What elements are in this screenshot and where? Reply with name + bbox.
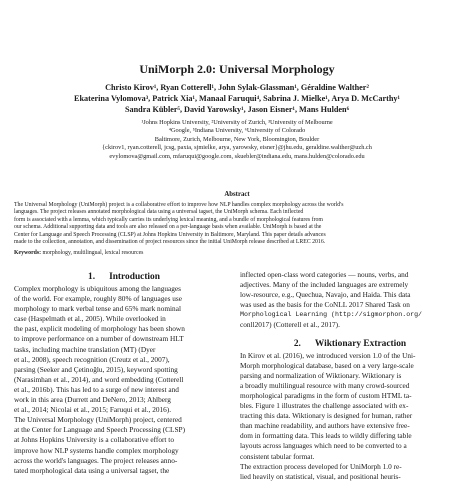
body-line: bles. Figure 1 illustrates the challenge associated with ex- bbox=[240, 401, 409, 411]
body-line: low-resource, e.g., Quechua, Navajo, and Haida. This data bbox=[240, 290, 411, 300]
abstract-line: our schema. Additional supporting data and tools are also released on a per-language basis when available. UniMorph is based at the bbox=[14, 224, 322, 231]
abstract-heading: Abstract bbox=[224, 191, 250, 198]
abstract-line: languages. The project releases annotated morphological data using a universal tagset, the UniMorph schema. Each inflected bbox=[14, 209, 304, 216]
body-line: The Universal Morphology (UniMorph) project, centered bbox=[14, 415, 182, 425]
section-number: 1. bbox=[88, 272, 96, 282]
body-line: adjectives. Many of the included languages are extremely bbox=[240, 280, 409, 290]
email-line: {ckirov1, ryan.cotterell, jcsg, paxia, sjmielke, arya, yarowsky, eisner}@jhu.edu, geraldine.walther@uzh.ch bbox=[102, 144, 372, 152]
body-line: than machine readability, and authors have extensive free- bbox=[240, 421, 410, 431]
body-line: parsing and normalization of Wiktionary. Wiktionary is bbox=[240, 370, 402, 380]
body-line: was used as the basis for the CoNLL 2017 Shared Task on bbox=[240, 300, 410, 310]
body-line: et al., 2016b). This has led to a surge of new interest and bbox=[14, 384, 179, 394]
introduction-body bbox=[14, 284, 234, 476]
body-line: et al., 2014; Nicolai et al., 2015; Faruqui et al., 2016). bbox=[14, 405, 172, 415]
body-line: consistent tabular format. bbox=[240, 451, 315, 461]
section-heading-introduction bbox=[14, 270, 234, 284]
body-line: The extraction process developed for UniMorph 1.0 re- bbox=[240, 461, 402, 471]
body-line: layouts across languages which need to be converted to a bbox=[240, 441, 407, 451]
body-line: Complex morphology is ubiquitous among the languages bbox=[14, 284, 182, 293]
body-line: lied heavily on statistical, visual, and positional heuris- bbox=[240, 471, 401, 481]
introduction-continued bbox=[240, 270, 460, 331]
body-line: tasks, including machine translation (MT) (Dyer bbox=[14, 344, 156, 354]
email-line: evylomova@gmail.com, mfaruqui@google.com, skuebler@indiana.edu, mans.hulden@colorado.edu bbox=[109, 152, 365, 160]
affiliation-line: ¹Johns Hopkins University, ²University of Zurich, ³University of Melbourne bbox=[141, 119, 333, 126]
abstract-line: form is associated with a lemma, which typically carries its underlying lexical meaning, and a bundle of morphological features from bbox=[14, 216, 323, 223]
abstract-line: Center for Language and Speech Processing (CLSP) at Johns Hopkins University in Baltimore, Maryland. This paper details advances bbox=[14, 231, 326, 238]
body-line: Morph morphological database, based on a very large-scale bbox=[240, 360, 414, 370]
body-line: case (Haspelmath et al., 2005). While overlooked in bbox=[14, 314, 166, 324]
abstract-line: The Universal Morphology (UniMorph) project is a collaborative effort to improve how NLP handles complex morphology across the world's bbox=[14, 202, 344, 208]
affiliation-block bbox=[40, 119, 434, 161]
keywords-label: Keywords: bbox=[14, 250, 42, 256]
right-column bbox=[240, 270, 460, 482]
author-line: Sandra Kübler⁵, David Yarowsky¹, Jason Eisner¹, Mans Hulden⁶ bbox=[124, 105, 350, 114]
keywords-text: morphology, multilingual, lexical resources bbox=[41, 250, 144, 256]
body-line: In Kirov et al. (2016), we introduced version 1.0 of the Uni- bbox=[240, 350, 416, 360]
keywords-line bbox=[14, 250, 460, 256]
body-line: conll2017) (Cotterell et al., 2017). bbox=[240, 320, 340, 330]
author-list bbox=[60, 82, 414, 115]
body-line: parsing (Seeker and Çetinoğlu, 2015), keyword spotting bbox=[14, 364, 178, 374]
affiliation-line: ⁴Google, ⁵Indiana University, ⁶University of Colorado bbox=[168, 127, 306, 135]
wiktionary-body bbox=[240, 351, 460, 482]
section-title: Wiktionary Extraction bbox=[314, 338, 407, 349]
body-line: dom in formatting data. This leads to wildly differing table bbox=[240, 431, 412, 441]
body-line: across the world's languages. The project releases anno- bbox=[14, 455, 178, 465]
body-line: (Narasimhan et al., 2014), and word embedding (Cotterell bbox=[14, 374, 184, 384]
body-line: at Johns Hopkins University is a collaborative effort to bbox=[14, 435, 174, 445]
body-line: morphological paradigms in the form of custom HTML ta- bbox=[240, 390, 412, 400]
body-line: tracting this data. Wiktionary is designed for human, rather bbox=[240, 411, 413, 421]
url-line: Morphological Learning (http://sigmorphon.org/ bbox=[240, 311, 423, 319]
body-line: to improve performance on a number of downstream HLT bbox=[14, 334, 184, 344]
body-line: morphology to mark verbal tense and 65% mark nominal bbox=[14, 304, 181, 314]
section-heading-wiktionary bbox=[240, 337, 460, 351]
body-line: improve how NLP systems handle complex morphology bbox=[14, 445, 179, 455]
body-line: et al., 2008), speech recognition (Creutz et al., 2007), bbox=[14, 354, 170, 364]
body-line: tated morphological data using a universal tagset, the bbox=[14, 465, 170, 475]
body-line: the past, explicit modeling of morphology has been shown bbox=[14, 324, 185, 334]
body-line: of the world. For example, roughly 80% of languages use bbox=[14, 294, 182, 304]
body-line: at the Center for Language and Speech Processing (CLSP) bbox=[14, 425, 186, 435]
body-line: inflected open-class word categories — nouns, verbs, and bbox=[240, 270, 409, 279]
affiliation-line: Baltimore, Zurich, Melbourne, New York, Bloomington, Boulder bbox=[154, 135, 320, 143]
paper-title: UniMorph 2.0: Universal Morphology bbox=[139, 62, 335, 76]
abstract-line: made to the collection, annotation, and dissemination of project resources since the initial UniMorph release described at LREC 2016. bbox=[14, 239, 326, 246]
author-line: Christo Kirov¹, Ryan Cotterell¹, John Sylak-Glassman¹, Géraldine Walther² bbox=[105, 83, 369, 92]
body-line: work in this area (Durrett and DeNero, 2013; Ahlberg bbox=[14, 395, 171, 405]
section-title: Introduction bbox=[109, 272, 160, 282]
abstract-body bbox=[14, 202, 460, 246]
author-line: Ekaterina Vylomova³, Patrick Xia¹, Manaal Faruqui⁴, Sabrina J. Mielke¹, Arya D. McCarthy¹ bbox=[74, 94, 400, 103]
body-line: a broadly multilingual resource with many crowd-sourced bbox=[240, 380, 410, 390]
section-number: 2. bbox=[293, 338, 301, 349]
left-column bbox=[14, 270, 234, 476]
